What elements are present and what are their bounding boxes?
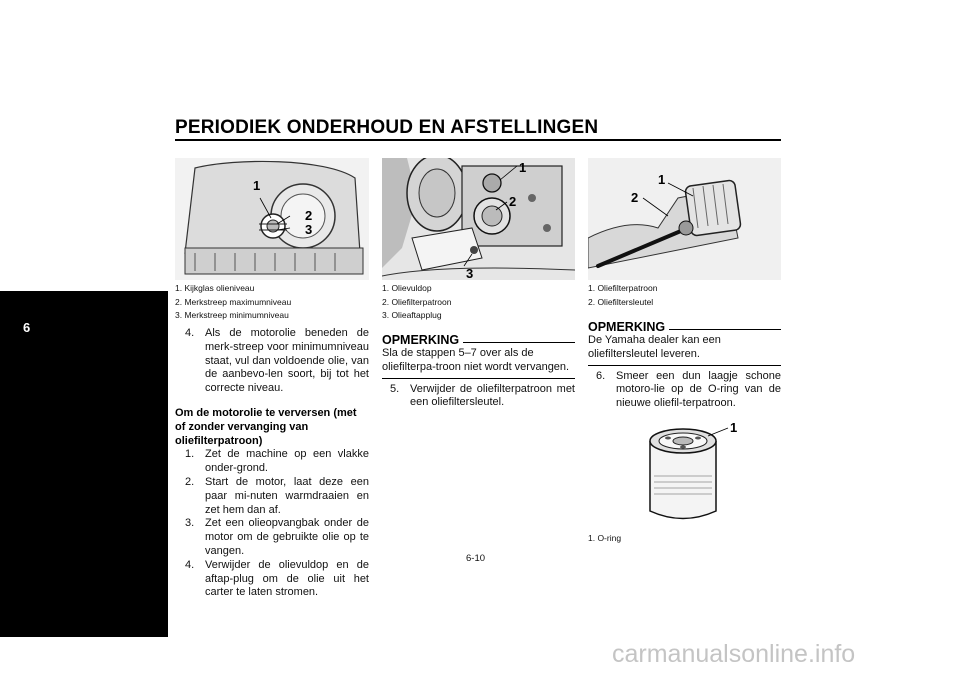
note-rule <box>669 329 781 330</box>
note-heading <box>382 333 575 347</box>
step-4-refill <box>175 327 369 396</box>
callout-2: 2 <box>509 194 517 209</box>
caption-item: 2. Oliefiltersleutel <box>588 296 654 307</box>
caption-item: 3. Olieaftapplug <box>382 310 442 320</box>
engine-sight-glass-illustration <box>175 158 369 280</box>
caption-item: 1. Oliefilterpatroon <box>588 283 658 293</box>
callout-1: 1 <box>519 160 527 175</box>
note-text: De Yamaha dealer kan een oliefiltersleutel leveren. <box>588 334 781 366</box>
figure2-captions <box>382 282 451 323</box>
step-6 <box>588 370 781 411</box>
column-3-text <box>588 320 781 411</box>
callout-1: 1 <box>253 178 261 193</box>
callout-3: 3 <box>305 222 313 237</box>
note-label: OPMERKING <box>382 333 460 347</box>
chapter-tab <box>0 291 168 637</box>
step-number: 4. <box>185 327 195 339</box>
oil-filter-illustration <box>588 416 781 528</box>
step-text: Start de motor, laat deze een paar mi-nuten warmdraaien en zet hem dan af. <box>205 475 369 516</box>
caption-item: 1. Olievuldop <box>382 283 432 293</box>
step-number: 4. <box>185 558 195 571</box>
filter-wrench-illustration <box>588 158 781 280</box>
step-text: Verwijder de olievuldop en de aftap-plug om de olie uit het carter te laten stromen. <box>205 558 369 599</box>
note-text: Sla de stappen 5–7 over als de oliefilterpa-troon niet wordt vervangen. <box>382 347 575 379</box>
figure-oil-level-window <box>175 158 369 280</box>
figure-o-ring <box>588 416 781 528</box>
caption-item: 2. Oliefilterpatroon <box>382 296 452 307</box>
caption-item: 3. Merkstreep minimumniveau <box>175 310 289 320</box>
step-1 <box>175 448 369 476</box>
caption-item: 1. Kijkglas olieniveau <box>175 283 255 293</box>
caption-item: 2. Merkstreep maximumniveau <box>175 296 292 307</box>
figure4-captions <box>588 532 621 546</box>
header-rule <box>175 139 781 141</box>
engine-drain-illustration <box>382 158 575 280</box>
step-5 <box>382 383 575 411</box>
step-text: Verwijder de oliefilterpatroon met een oliefiltersleutel. <box>410 382 575 409</box>
callout-1: 1 <box>730 420 738 435</box>
step-text: Zet een olieopvangbak onder de motor om de gebruikte olie op te vangen. <box>205 517 369 557</box>
step-2 <box>175 476 369 517</box>
step-number: 3. <box>185 517 195 530</box>
page-title: PERIODIEK ONDERHOUD EN AFSTELLINGEN <box>175 117 599 138</box>
page-number: 6-10 <box>466 553 486 564</box>
step-text: Als de motorolie beneden de merk-streep voor minimumniveau staat, vul dan voldoende olie, van de aanbevo-len soort, bij tot het correcte niveau. <box>205 327 369 395</box>
step-text: Zet de machine op een vlakke onder-grond. <box>205 448 369 475</box>
step-text: Smeer een dun laagje schone motoro-lie op de O-ring van de nieuwe oliefil-terpatroon. <box>616 369 781 410</box>
figure-filter-wrench <box>588 158 781 280</box>
chapter-number: 6 <box>23 320 31 335</box>
note-rule <box>463 342 575 343</box>
callout-2: 2 <box>305 208 313 223</box>
step-4 <box>175 559 369 600</box>
step-number: 6. <box>596 369 606 382</box>
figure3-captions <box>588 282 657 309</box>
step-number: 2. <box>185 475 195 488</box>
step-number: 5. <box>390 382 400 395</box>
column-2-text <box>382 333 575 410</box>
figure-drain-plug <box>382 158 575 280</box>
watermark: carmanualsonline.info <box>612 640 856 668</box>
column-1-text <box>175 327 369 600</box>
figure1-captions <box>175 282 291 323</box>
step-3 <box>175 517 369 558</box>
note-label: OPMERKING <box>588 320 666 334</box>
callout-3: 3 <box>466 266 474 280</box>
caption-item: 1. O-ring <box>588 533 622 543</box>
note-heading <box>588 320 781 334</box>
callout-1: 1 <box>658 172 666 187</box>
step-number: 1. <box>185 448 195 461</box>
callout-2: 2 <box>631 190 639 205</box>
section-heading: Om de motorolie te verversen (met of zonder vervanging van oliefilterpatroon) <box>175 406 357 447</box>
